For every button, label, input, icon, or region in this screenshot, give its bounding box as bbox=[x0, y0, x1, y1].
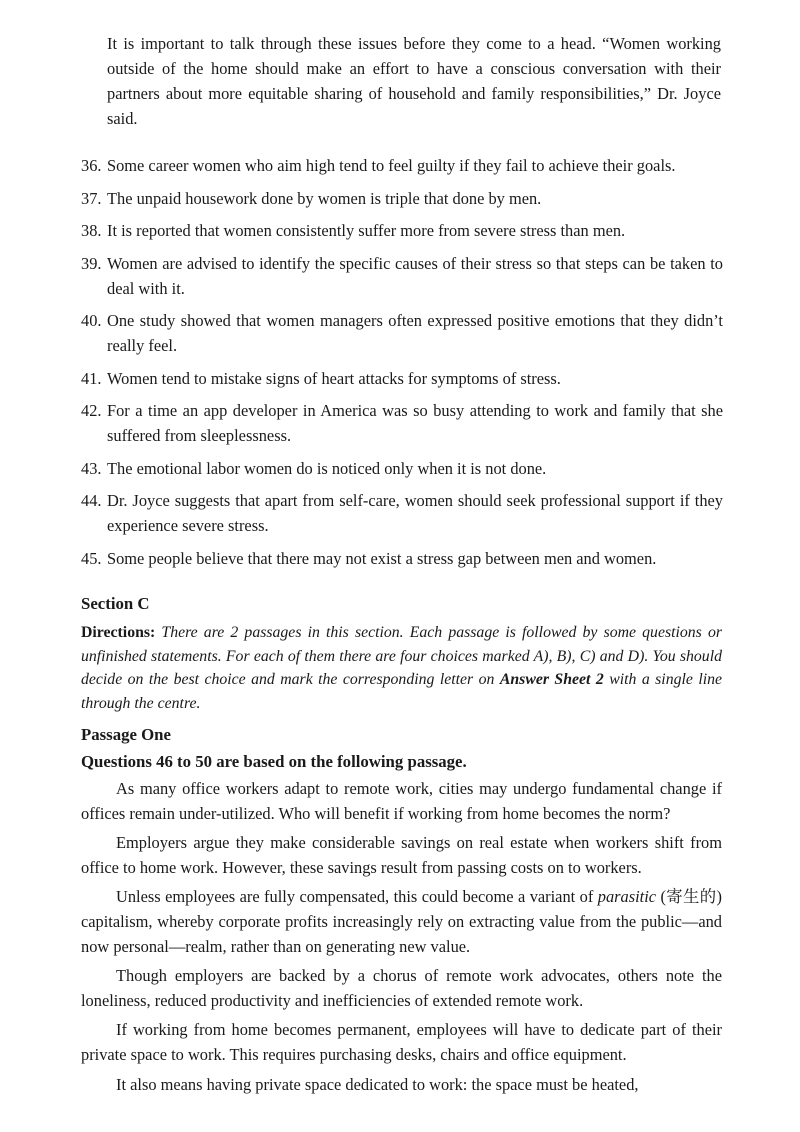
statement-item bbox=[81, 488, 723, 538]
passage-paragraph bbox=[81, 885, 722, 959]
paragraph-text: capitalism, whereby corporate profits increasingly rely on extracting value from the public—and now personal—realm, rather than on generating new value. bbox=[81, 911, 722, 956]
statement-item bbox=[81, 186, 723, 211]
statement-number: 40. bbox=[81, 311, 102, 330]
passage-paragraph: Though employers are backed by a chorus of remote work advocates, others note the loneliness, reduced productivity and inefficiencies of extended remote work. bbox=[81, 966, 722, 1010]
statement-item bbox=[81, 546, 723, 571]
statement-number: 37. bbox=[81, 188, 102, 208]
statement-text: It is reported that women consistently suffer more from severe stress than men. bbox=[107, 221, 626, 240]
directions-paragraph bbox=[81, 621, 722, 715]
passage-paragraph: As many office workers adapt to remote work, cities may undergo fundamental change if offices remain under-utilized. Who will benefit if working from home becomes the norm? bbox=[81, 779, 722, 823]
statement-item bbox=[81, 153, 723, 178]
statement-number: 44. bbox=[81, 491, 102, 510]
statement-text: Some career women who aim high tend to feel guilty if they fail to achieve their goals. bbox=[107, 156, 676, 175]
directions-text: There are 2 passages in this section. Each passage is followed by some questions or unfinished statements. For each of them there are four choices marked A), B), C) and D). You should decide on the best choice and mark the corresponding letter on bbox=[81, 624, 722, 689]
statement-number: 42. bbox=[81, 401, 102, 420]
statement-text: Women tend to mistake signs of heart attacks for symptoms of stress. bbox=[107, 368, 561, 388]
statement-text: The unpaid housework done by women is triple that done by men. bbox=[107, 188, 542, 208]
passage-title: Passage One bbox=[81, 725, 171, 744]
statement-number: 41. bbox=[81, 368, 102, 388]
answer-sheet-label: Answer Sheet 2 bbox=[499, 671, 604, 689]
statement-list bbox=[81, 153, 723, 578]
passage-paragraph: If working from home becomes permanent, employees will have to dedicate part of their private space to work. This requires purchasing desks, chairs and office equipment. bbox=[81, 1020, 722, 1064]
statement-number: 43. bbox=[81, 458, 102, 478]
statement-text: The emotional labor women do is noticed only when it is not done. bbox=[107, 458, 547, 478]
statement-text: Women are advised to identify the specific causes of their stress so that steps can be taken to deal with it. bbox=[107, 253, 723, 298]
statement-item bbox=[81, 456, 723, 481]
quote-paragraph: It is important to talk through these issues before they come to a head. “Women working outside of the home should make an effort to have a conscious conversation with their partners about more equitable sharing of household and family responsibilities,” Dr. Joyce said. bbox=[107, 34, 721, 128]
statement-text: Dr. Joyce suggests that apart from self-care, women should seek professional support if they experience severe stress. bbox=[107, 491, 723, 535]
statement-text: Some people believe that there may not exist a stress gap between men and women. bbox=[107, 548, 657, 568]
section-heading: Section C bbox=[81, 594, 150, 613]
statement-text: One study showed that women managers often expressed positive emotions that they didn’t really feel. bbox=[107, 311, 723, 355]
statement-number: 39. bbox=[81, 253, 102, 273]
statement-item bbox=[81, 218, 723, 243]
statement-number: 36. bbox=[81, 156, 102, 175]
passage-body bbox=[81, 777, 722, 1102]
directions-end-text: with a single line through the centre. bbox=[81, 671, 723, 712]
italic-term: parasitic bbox=[597, 887, 657, 907]
passage-paragraph: It also means having private space dedicated to work: the space must be heated, bbox=[116, 1074, 639, 1094]
statement-number: 45. bbox=[81, 548, 102, 568]
statement-item bbox=[81, 398, 723, 448]
questions-heading: Questions 46 to 50 are based on the following passage. bbox=[81, 752, 467, 771]
chinese-gloss: (寄生的) bbox=[660, 887, 722, 907]
statement-item bbox=[81, 308, 723, 358]
passage-paragraph: Employers argue they make considerable savings on real estate when workers shift from office to home work. However, these savings result from passing costs on to workers. bbox=[81, 833, 722, 877]
statement-number: 38. bbox=[81, 221, 102, 240]
statement-item bbox=[81, 366, 723, 391]
statement-item bbox=[81, 251, 723, 301]
directions-label: Directions: bbox=[81, 624, 156, 641]
paragraph-text: Unless employees are fully compensated, this could become a variant of bbox=[116, 887, 594, 907]
statement-text: For a time an app developer in America was so busy attending to work and family that she suffered from sleeplessness. bbox=[107, 401, 723, 445]
